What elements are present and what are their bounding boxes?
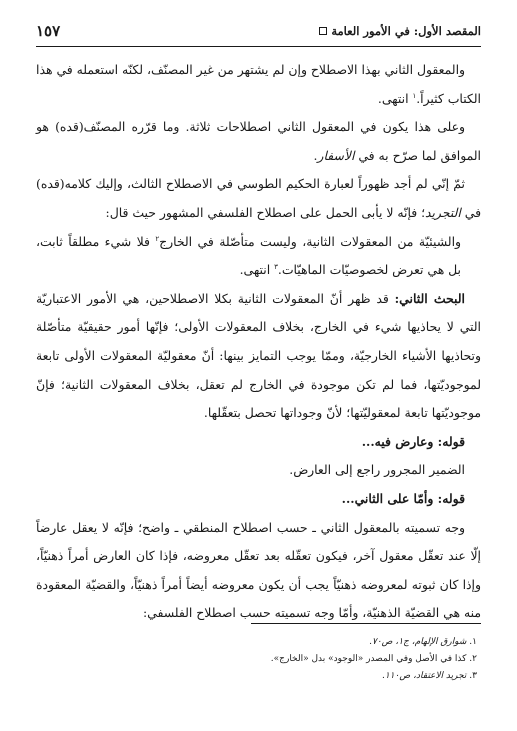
paragraph-quote-end: والمعقول الثاني بهذا الاصطلاح وإن لم يشتهر من غير المصنّف، لكنّه استعمله في هذا الكتاب كثيراً.$^١$ انتهى.: [36, 62, 481, 106]
footnote: ١. شوارق الإلهام، ج١، ص٧٠.: [369, 637, 477, 647]
block-quote: والشيئيّة من المعقولات الثانية، وليست متأصّلة في الخارج$^٢$ فلا شيء مطلقاً ثابت، بل هي تعرض لخصوصيّات الماهيّات.$^٣$ انتهى.: [36, 233, 461, 278]
square-ornament-icon: [319, 27, 327, 35]
book-title: الأسفار: [317, 147, 355, 163]
commentary-lemma: قوله: وأمّا على الثاني...: [341, 490, 465, 506]
section-label: البحث الثاني:: [394, 290, 465, 306]
paragraph-second-discussion: البحث الثاني: قد ظهر أنّ المعقولات الثانية بكلا الاصطلاحين، هي الأمور الاعتباريّة التي لا يحاذيها شيء في الخارج، بخلاف المعقولات الأولى؛ فإنّها أمور حقيقيّة متأصّلة وتحاذيها الأشياء الخارجيّة، وممّا يوجب التمايز بينها: أنّ معقوليّة المعقولات الأولى تابعة لموجوديّتها، فما لم تكن موجودة في الخارج لم تعقل، بخلاف المعقولات الثانية؛ فإنّ موجوديّتها تابعة لمعقوليّتها؛ لأنّ وجوداتها تحصل بتعقّلها.: [36, 290, 481, 421]
paragraph-tusi: ثمّ إنّي لم أجد ظهوراً لعبارة الحكيم الطوسي في الاصطلاح الثالث، وإليك كلامه(قده) في التجريد؛ فإنّه لا يأبى الحمل على اصطلاح الفلسفي المشهور حيث قال:: [36, 176, 481, 220]
page-body: [36, 56, 481, 621]
footnote: ٣. تجريد الاعتقاد، ص١١٠.: [381, 671, 477, 681]
book-title: التجريد: [425, 204, 461, 220]
footnote-ref: ٣: [274, 263, 278, 272]
commentary-explanation: الضمير المجرور راجع إلى العارض.: [289, 462, 465, 478]
paragraph-naming: وجه تسميته بالمعقول الثاني ـ حسب اصطلاح المنطقي ـ واضح؛ فإنّه لا يعقل عارضاً إلّا عند تعقّل معقول آخر، فيكون تعقّله بعد تعقّل معروضه، فإذا كان العارض أمراً ذهنيّاً، وإذا كان ثبوته لمعروضه ذهنيّاً يجب أن يكون معروضه أيضاً أمراً ذهنيّاً، والقضيّة المعقودة منه هي القضيّة الذهنيّة، وأمّا وجه تسميته حسب اصطلاح الفلسفي:: [36, 519, 481, 621]
footnote-divider: [251, 623, 481, 624]
page-header: [36, 20, 481, 47]
footnotes: [36, 634, 477, 685]
footnote: ٢. كذا في الأصل وفي المصدر «الوجود» بدل «الخارج».: [270, 654, 477, 664]
running-title-text: المقصد الأول: في الأمور العامة: [331, 24, 481, 38]
footnote-ref: ١: [412, 91, 417, 100]
paragraph-three-terms: وعلى هذا يكون في المعقول الثاني اصطلاحات ثلاثة. وما قرّره المصنّف(قده) هو الموافق لما صرّح به في الأسفار.: [36, 119, 481, 163]
footnote-ref: ٢: [155, 234, 160, 243]
running-title: [319, 24, 481, 38]
page-number: ١٥٧: [36, 22, 61, 40]
commentary-lemma: قوله: وعارض فيه...: [361, 433, 465, 449]
